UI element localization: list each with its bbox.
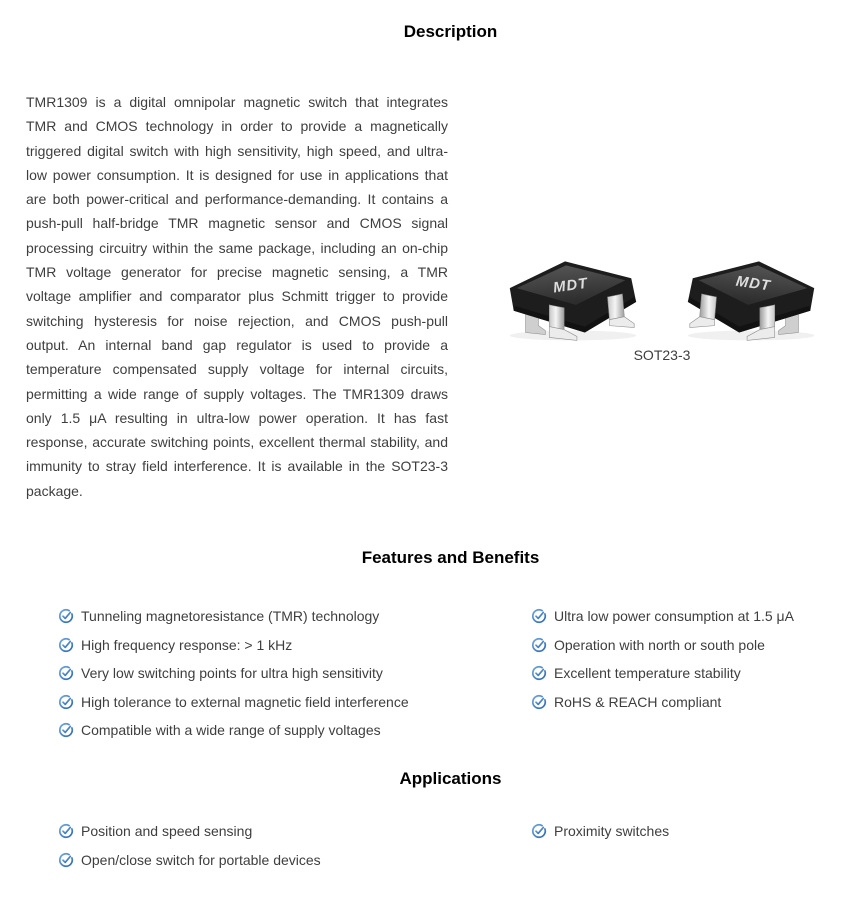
features-title: Features and Benefits [361, 548, 540, 567]
check-circle-icon [58, 722, 74, 738]
features-left-list [58, 602, 409, 744]
description-title: Description [403, 22, 498, 41]
check-circle-icon [58, 608, 74, 624]
feature-text: Ultra low power consumption at 1.5 μA [554, 608, 794, 625]
feature-text: High tolerance to external magnetic field interference [81, 693, 409, 710]
package-caption: SOT23-3 [633, 347, 691, 363]
application-item [531, 817, 669, 845]
check-circle-icon [531, 665, 547, 681]
description-paragraph: TMR1309 is a digital omnipolar magnetic switch that integrates TMR and CMOS technology in order to provide a magnetically triggered digital switch with high sensitivity, high speed, and ultra-low power consumption. It is designed for use in applications that are both power-critical and performance-demanding. It contains a push-pull half-bridge TMR magnetic sensor and CMOS signal processing circuitry within the same package, including an on-chip TMR voltage generator for precise magnetic sensing, a TMR voltage amplifier and comparator plus Schmitt trigger to provide switching hysteresis for noise rejection, and CMOS push-pull output. An internal band gap regulator is used to provide a temperature compensated supply voltage for internal circuits, permitting a wide range of supply voltages. The TMR1309 draws only 1.5 μA resulting in ultra-low power operation. It has fast response, accurate switching points, excellent thermal stability, and immunity to stray field interference. It is available in the SOT23-3 package. [26, 94, 448, 499]
feature-item [58, 716, 409, 744]
feature-text: High frequency response: > 1 kHz [81, 636, 293, 653]
feature-item [58, 630, 409, 658]
application-text: Position and speed sensing [81, 823, 253, 840]
feature-item [531, 659, 794, 687]
applications-left-list [58, 817, 321, 874]
feature-text: Operation with north or south pole [554, 636, 765, 653]
feature-text: Very low switching points for ultra high sensitivity [81, 665, 383, 682]
check-circle-icon [531, 694, 547, 710]
feature-text: RoHS & REACH compliant [554, 693, 722, 710]
application-text: Open/close switch for portable devices [81, 851, 321, 868]
check-circle-icon [58, 852, 74, 868]
check-circle-icon [58, 694, 74, 710]
feature-item [531, 687, 794, 715]
check-circle-icon [58, 637, 74, 653]
check-circle-icon [58, 823, 74, 839]
package-photo-row [492, 248, 832, 343]
check-circle-icon [531, 637, 547, 653]
check-circle-icon [531, 608, 547, 624]
application-item [58, 845, 321, 873]
check-circle-icon [531, 823, 547, 839]
feature-text: Compatible with a wide range of supply voltages [81, 721, 381, 738]
feature-item [531, 602, 794, 630]
feature-text: Tunneling magnetoresistance (TMR) technology [81, 608, 380, 625]
chip-logo-text: MDT [734, 273, 772, 295]
package-figure [492, 248, 832, 363]
chip-logo-text: MDT [552, 275, 590, 297]
feature-item [58, 687, 409, 715]
feature-item [58, 659, 409, 687]
sot23-package-photo-left [492, 248, 650, 343]
application-text: Proximity switches [554, 823, 670, 840]
features-right-list [531, 602, 794, 716]
feature-item [58, 602, 409, 630]
sot23-package-photo-right [674, 248, 832, 343]
application-item [58, 817, 321, 845]
feature-text: Excellent temperature stability [554, 665, 741, 682]
applications-right-list [531, 817, 669, 845]
check-circle-icon [58, 665, 74, 681]
applications-title: Applications [399, 769, 502, 788]
feature-item [531, 630, 794, 658]
